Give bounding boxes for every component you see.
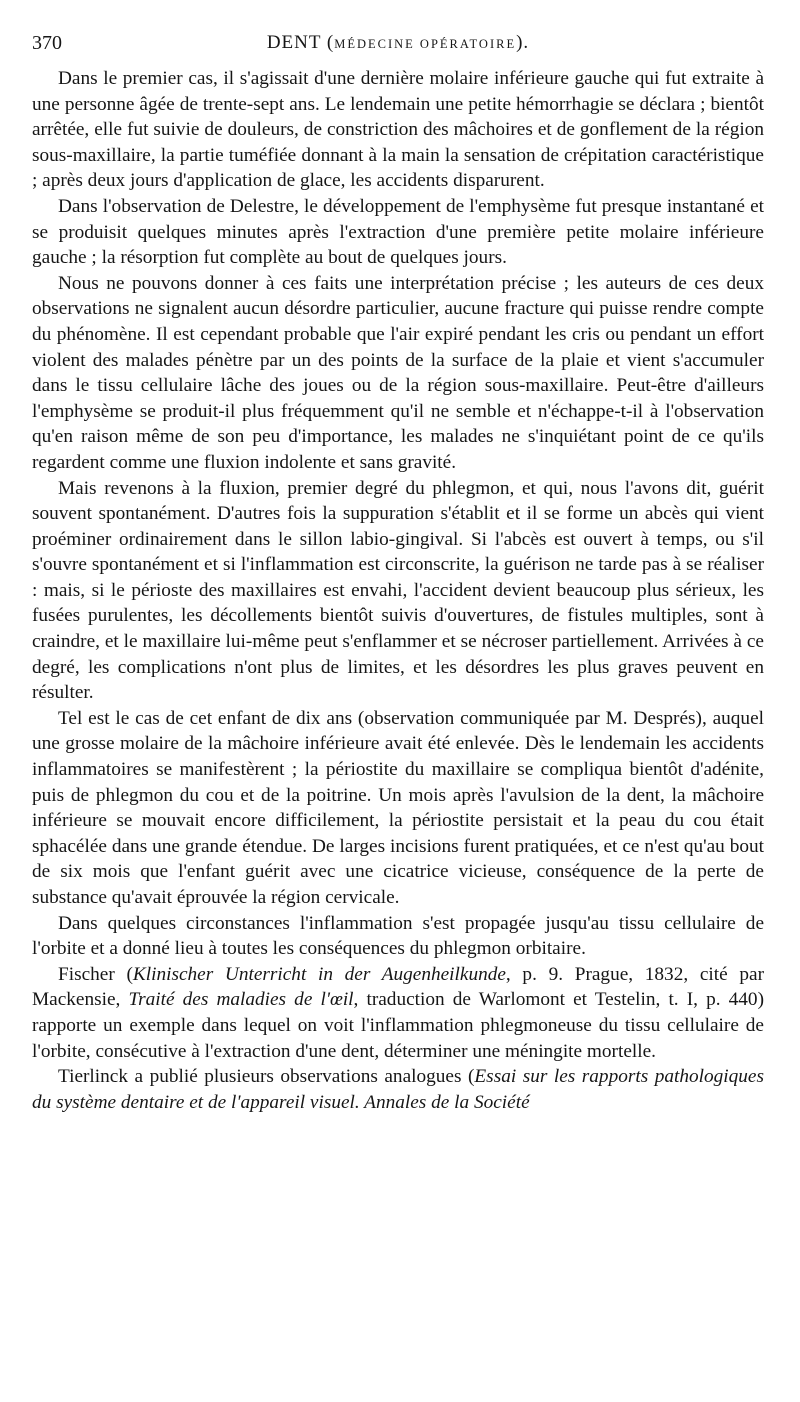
tierlinck-text-a: Tierlinck a publié plusieurs observations analogues ( bbox=[58, 1066, 475, 1088]
paragraph-fluxion: Mais revenons à la fluxion, premier degré du phlegmon, et qui, nous l'avons dit, guérit souvent spontanément. D'autres fois la suppuration s'établit et il se forme un abcès qui vient proéminer ordinairement dans le sillon labio-gingival. Si l'abcès est ouvert à temps, ou s'il s'ouvre spontanément et si l'inflammation est circonscrite, la guérison ne tarde pas à se réaliser : mais, si le périoste des maxillaires est envahi, l'accident devient beaucoup plus sérieux, les fusées purulentes, les décollements bientôt suivis d'ouvertures, de fistules multiples, sont à craindre, et le maxillaire lui-même peut s'enflammer et se nécroser partiellement. Arrivées à ce degré, les complications n'ont plus de limites, et les désordres les plus graves peuvent en résulter. bbox=[32, 477, 764, 704]
running-head bbox=[32, 32, 764, 54]
paragraph-delestre: Dans l'observation de Delestre, le développement de l'emphysème fut presque instantané et se produisit quelques minutes après l'extraction d'une première petite molaire inférieure gauche ; la résorption fut complète au bout de quelques jours. bbox=[32, 195, 764, 269]
tierlinck-title: Essai sur les rapports pathologiques du système dentaire et de l'appareil visuel. Annales de la Société bbox=[32, 1066, 764, 1113]
fischer-text-c: , p. 9. Prague, 1832, cité par Mackensie, bbox=[32, 963, 764, 1011]
fischer-title-german: Klinischer Unterricht in der Augenheilkunde bbox=[132, 963, 506, 985]
paragraph-interpretation: Nous ne pouvons donner à ces faits une interprétation précise ; les auteurs de ces deux observations ne signalent aucun désordre particulier, aucune fracture qui puisse rendre compte du phénomène. Il est cependant probable que l'air expiré pendant les cris ou pendant un effort violent des malades pénètre par un des points de la surface de la plaie et vient s'accumuler dans le tissu cellulaire lâche des joues ou de la région sous-maxillaire. Peut-être d'ailleurs l'emphysème se produit-il plus fréquemment qu'il ne semble et n'échappe-t-il à l'observation qu'en raison même de son peu d'importance, les malades ne s'inquiétant point de ce qu'ils regardent comme une fluxion indolente et sans gravité. bbox=[32, 272, 764, 473]
paragraph-fischer bbox=[32, 962, 764, 1064]
fischer-text-a: Fischer ( bbox=[58, 963, 133, 985]
paragraph-child-case: Tel est le cas de cet enfant de dix ans (observation communiquée par M. Després), auquel une grosse molaire de la mâchoire inférieure avait été enlevée. Dès le lendemain les accidents inflammatoires se manifestèrent ; la périostite du maxillaire se compliqua bientôt d'adénite, puis de phlegmon du cou et de la poitrine. Un mois après l'avulsion de la dent, la mâchoire inférieure se mouvait encore difficilement, la périostite persistait et la peau du cou était sphacélée dans une grande étendue. De larges incisions furent pratiquées, et ce n'est qu'au bout de six mois que l'enfant guérit avec une cicatrice vicieuse, conséquence de la perte de substance qu'avait éprouvée la région cervicale. bbox=[32, 707, 764, 908]
paragraph-orbit: Dans quelques circonstances l'inflammation s'est propagée jusqu'au tissu cellulaire de l'orbite et a donné lieu à toutes les conséquences du phlegmon orbitaire. bbox=[32, 912, 764, 960]
fischer-title-french: Traité des maladies de l'œil bbox=[128, 989, 354, 1011]
page-header bbox=[32, 28, 764, 66]
running-head-close: ). bbox=[516, 32, 530, 53]
paragraph-tierlinck bbox=[32, 1064, 764, 1115]
running-head-small: MÉDECINE OPÉRATOIRE bbox=[334, 37, 517, 51]
fischer-text-e: , traduction de Warlomont et Testelin, t. I, p. 440) rapporte un exemple dans lequel on voit l'inflammation phlegmoneuse du tissu cellulaire de l'orbite, consécutive à l'extraction d'une dent, déterminer une méningite mortelle. bbox=[32, 989, 764, 1062]
body-text bbox=[32, 66, 764, 1115]
paragraph-first-case: Dans le premier cas, il s'agissait d'une dernière molaire inférieure gauche qui fut extraite à une personne âgée de trente-sept ans. Le lendemain une petite hémorrhagie se déclara ; bientôt arrêtée, elle fut suivie de douleurs, de constriction des mâchoires et de gonflement de la région sous-maxillaire, la partie tuméfiée donnant à la main la sensation de crépitation caractéristique ; après deux jours d'application de glace, les accidents disparurent. bbox=[32, 68, 764, 192]
page-number: 370 bbox=[32, 32, 62, 54]
running-head-main: DENT ( bbox=[266, 32, 335, 53]
